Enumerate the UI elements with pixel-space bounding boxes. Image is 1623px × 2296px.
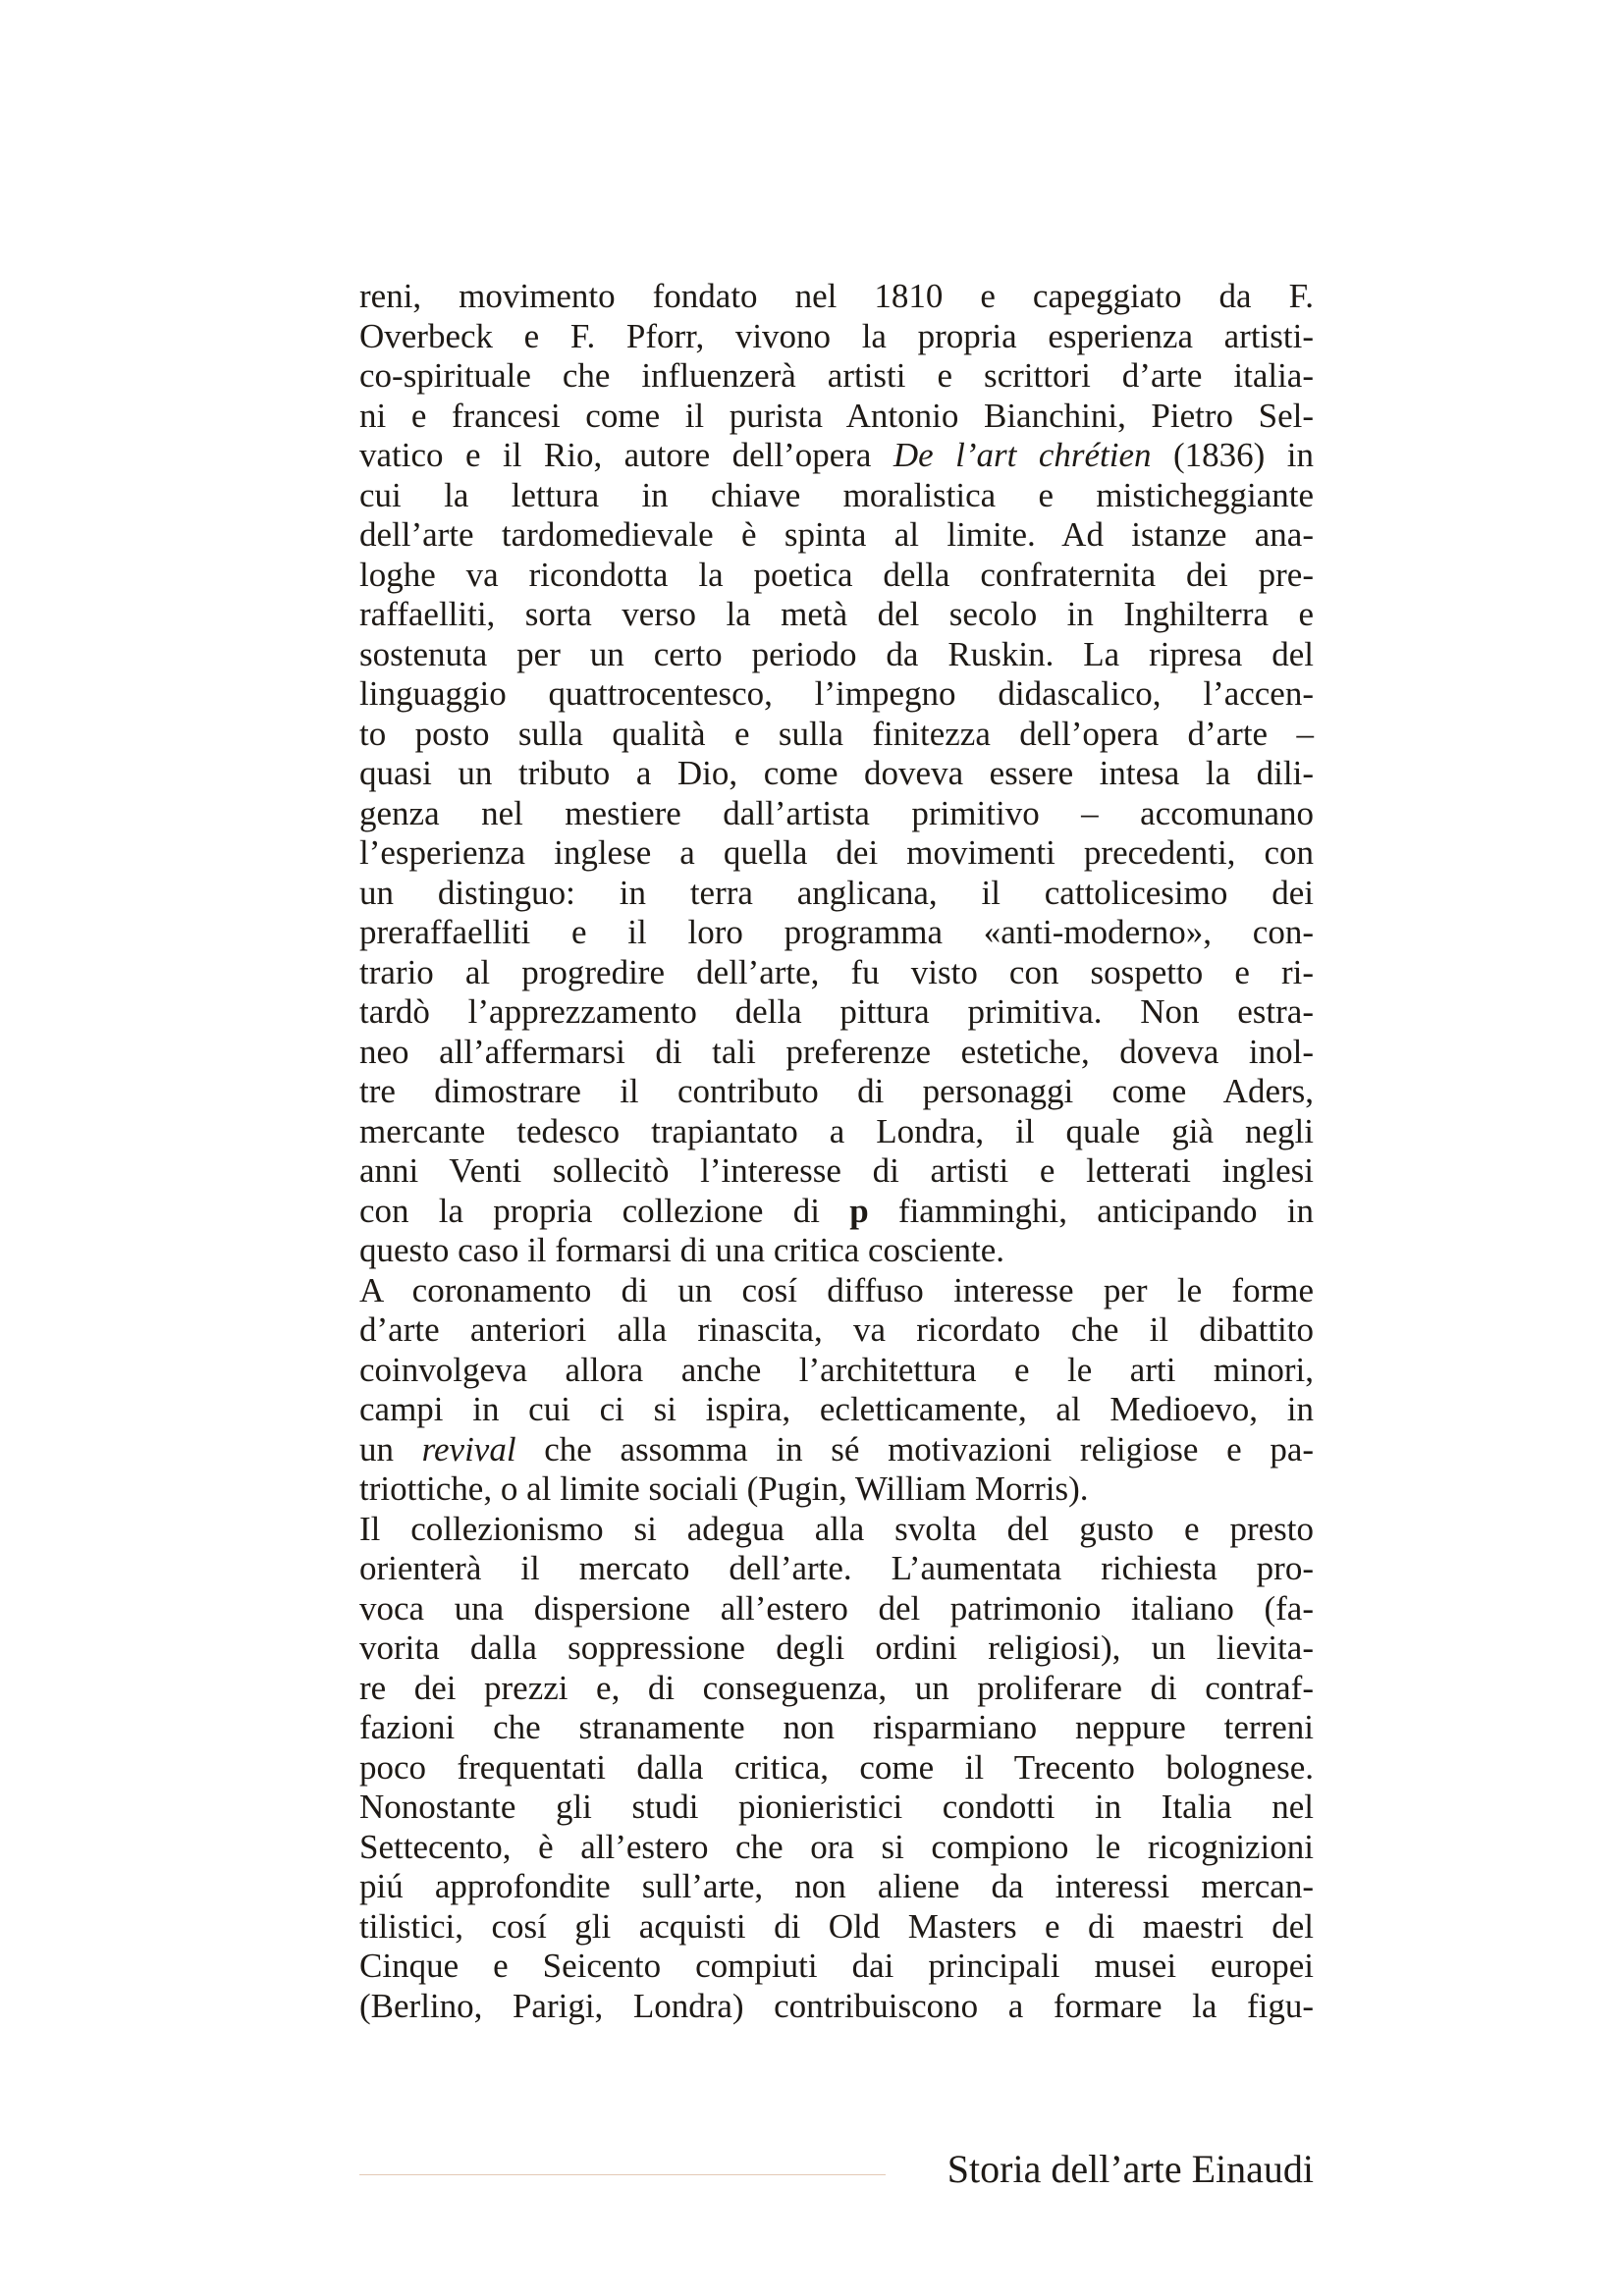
text-line — [359, 317, 1314, 357]
text-segment: co-spirituale che influenzerà artisti e scrittori d’arte italia- — [359, 356, 1314, 395]
text-segment: d’arte anteriori alla rinascita, va ricordato che il dibattito — [359, 1310, 1314, 1349]
text-line — [359, 1310, 1314, 1351]
text-segment: mercante tedesco trapiantato a Londra, il quale già negli — [359, 1111, 1314, 1150]
text-segment: un distinguo: in terra anglicana, il cattolicesimo dei — [359, 873, 1314, 912]
text-segment: triottiche, o al limite sociali (Pugin, William Morris). — [359, 1469, 1089, 1508]
text-segment: preraffaelliti e il loro programma «anti-moderno», con- — [359, 913, 1314, 951]
text-line — [359, 1469, 1314, 1510]
text-segment: piú approfondite sull’arte, non aliene da interessi mercan- — [359, 1867, 1314, 1905]
text-line — [359, 1947, 1314, 1987]
text-segment: ni e francesi come il purista Antonio Bianchini, Pietro Sel- — [359, 396, 1314, 435]
text-segment: tilistici, cosí gli acquisti di Old Masters e di maestri del — [359, 1906, 1314, 1946]
text-segment: (1836) in — [1151, 436, 1314, 474]
text-segment: tardò l’apprezzamento della pittura primitiva. Non estra- — [359, 992, 1314, 1031]
text-line — [359, 1112, 1314, 1152]
text-segment: questo caso il formarsi di una critica cosciente. — [359, 1231, 1004, 1269]
text-line — [359, 1192, 1314, 1232]
text-line — [359, 833, 1314, 874]
text-segment: Il collezionismo si adegua alla svolta del gusto e presto — [359, 1509, 1314, 1548]
text-line — [359, 1351, 1314, 1391]
text-line — [359, 1510, 1314, 1550]
text-segment: re dei prezzi e, di conseguenza, un proliferare di contraf- — [359, 1668, 1314, 1707]
text-segment: cui la lettura in chiave moralistica e misticheggiante — [359, 475, 1314, 514]
text-line — [359, 1788, 1314, 1828]
footer-rule — [359, 2174, 886, 2175]
text-line — [359, 1231, 1314, 1271]
text-segment: reni, movimento fondato nel 1810 e capeggiato da F. — [359, 277, 1314, 315]
text-segment: sostenuta per un certo periodo da Ruskin. La ripresa del — [359, 634, 1314, 673]
text-line — [359, 635, 1314, 675]
footer-series-title: Storia dell’arte Einaudi — [947, 2147, 1314, 2191]
text-segment: un — [359, 1429, 422, 1468]
text-segment: to posto sulla qualità e sulla finitezza dell’opera d’arte – — [359, 714, 1314, 753]
text-segment: Cinque e Seicento compiuti dai principali musei europei — [359, 1947, 1314, 1985]
text-line — [359, 1033, 1314, 1073]
text-line — [359, 556, 1314, 596]
text-line — [359, 1430, 1314, 1470]
page-footer — [359, 2145, 1314, 2194]
text-line — [359, 674, 1314, 715]
text-segment: con la propria collezione di — [359, 1191, 850, 1230]
text-line — [359, 1271, 1314, 1311]
text-segment: che assomma in sé motivazioni religiose e pa- — [515, 1429, 1315, 1468]
text-line — [359, 277, 1314, 317]
text-line — [359, 397, 1314, 437]
text-segment: campi in cui ci si ispira, ecletticamente, al Medioevo, in — [359, 1390, 1314, 1428]
text-segment: (Berlino, Parigi, Londra) contribuiscono a formare la figu- — [359, 1986, 1314, 2025]
text-segment: orienterà il mercato dell’arte. L’aumentata richiesta pro- — [359, 1549, 1314, 1587]
text-line — [359, 1828, 1314, 1868]
text-segment: quasi un tributo a Dio, come doveva essere intesa la dili- — [359, 754, 1314, 792]
text-segment: trario al progredire dell’arte, fu visto con sospetto e ri- — [359, 952, 1314, 991]
text-line — [359, 1589, 1314, 1629]
italic-title: De l’art chrétien — [893, 436, 1152, 474]
text-line — [359, 515, 1314, 556]
text-line — [359, 1629, 1314, 1669]
text-segment: l’esperienza inglese a quella dei movimenti precedenti, con — [359, 833, 1314, 872]
text-segment: genza nel mestiere dall’artista primitivo – accomunano — [359, 793, 1314, 832]
text-segment: fazioni che stranamente non risparmiano neppure terreni — [359, 1708, 1314, 1746]
text-segment: Settecento, è all’estero che ora si compiono le ricognizioni — [359, 1827, 1314, 1866]
text-line — [359, 1987, 1314, 2027]
text-segment: dell’arte tardomedievale è spinta al limite. Ad istanze ana- — [359, 515, 1314, 554]
italic-title: revival — [421, 1429, 516, 1468]
text-line — [359, 874, 1314, 914]
text-line — [359, 992, 1314, 1033]
text-line — [359, 1867, 1314, 1907]
text-line — [359, 1907, 1314, 1948]
text-line — [359, 436, 1314, 476]
text-segment: vatico e il Rio, autore dell’opera — [359, 436, 893, 474]
text-line — [359, 953, 1314, 993]
text-segment: A coronamento di un cosí diffuso interesse per le forme — [359, 1270, 1314, 1309]
text-segment: vorita dalla soppressione degli ordini religiosi), un lievita- — [359, 1629, 1314, 1667]
text-segment: loghe va ricondotta la poetica della confraternita dei pre- — [359, 555, 1314, 594]
text-segment: Overbeck e F. Pforr, vivono la propria esperienza artisti- — [359, 316, 1314, 355]
text-line — [359, 1708, 1314, 1748]
text-segment: anni Venti sollecitò l’interesse di artisti e letterati inglesi — [359, 1151, 1314, 1190]
text-line — [359, 1072, 1314, 1112]
text-segment: fiamminghi, anticipando in — [868, 1191, 1314, 1230]
text-line — [359, 1549, 1314, 1589]
text-line — [359, 1748, 1314, 1789]
text-line — [359, 476, 1314, 516]
text-segment: raffaelliti, sorta verso la metà del secolo in Inghilterra e — [359, 595, 1314, 633]
text-segment: Nonostante gli studi pionieristici condotti in Italia nel — [359, 1788, 1314, 1826]
text-line — [359, 1151, 1314, 1192]
bold-term: p — [849, 1191, 869, 1230]
text-line — [359, 356, 1314, 397]
text-segment: neo all’affermarsi di tali preferenze estetiche, doveva inol- — [359, 1032, 1314, 1071]
text-segment: linguaggio quattrocentesco, l’impegno didascalico, l’accen- — [359, 674, 1314, 713]
text-line — [359, 1390, 1314, 1430]
body-text — [359, 277, 1314, 2026]
text-line — [359, 715, 1314, 755]
text-line — [359, 794, 1314, 834]
text-line — [359, 595, 1314, 635]
text-segment: coinvolgeva allora anche l’architettura e le arti minori, — [359, 1350, 1314, 1389]
text-line — [359, 1669, 1314, 1709]
text-line — [359, 913, 1314, 953]
text-segment: poco frequentati dalla critica, come il Trecento bolognese. — [359, 1747, 1314, 1787]
text-segment: voca una dispersione all’estero del patrimonio italiano (fa- — [359, 1588, 1314, 1628]
text-line — [359, 754, 1314, 794]
text-segment: tre dimostrare il contributo di personaggi come Aders, — [359, 1072, 1314, 1110]
